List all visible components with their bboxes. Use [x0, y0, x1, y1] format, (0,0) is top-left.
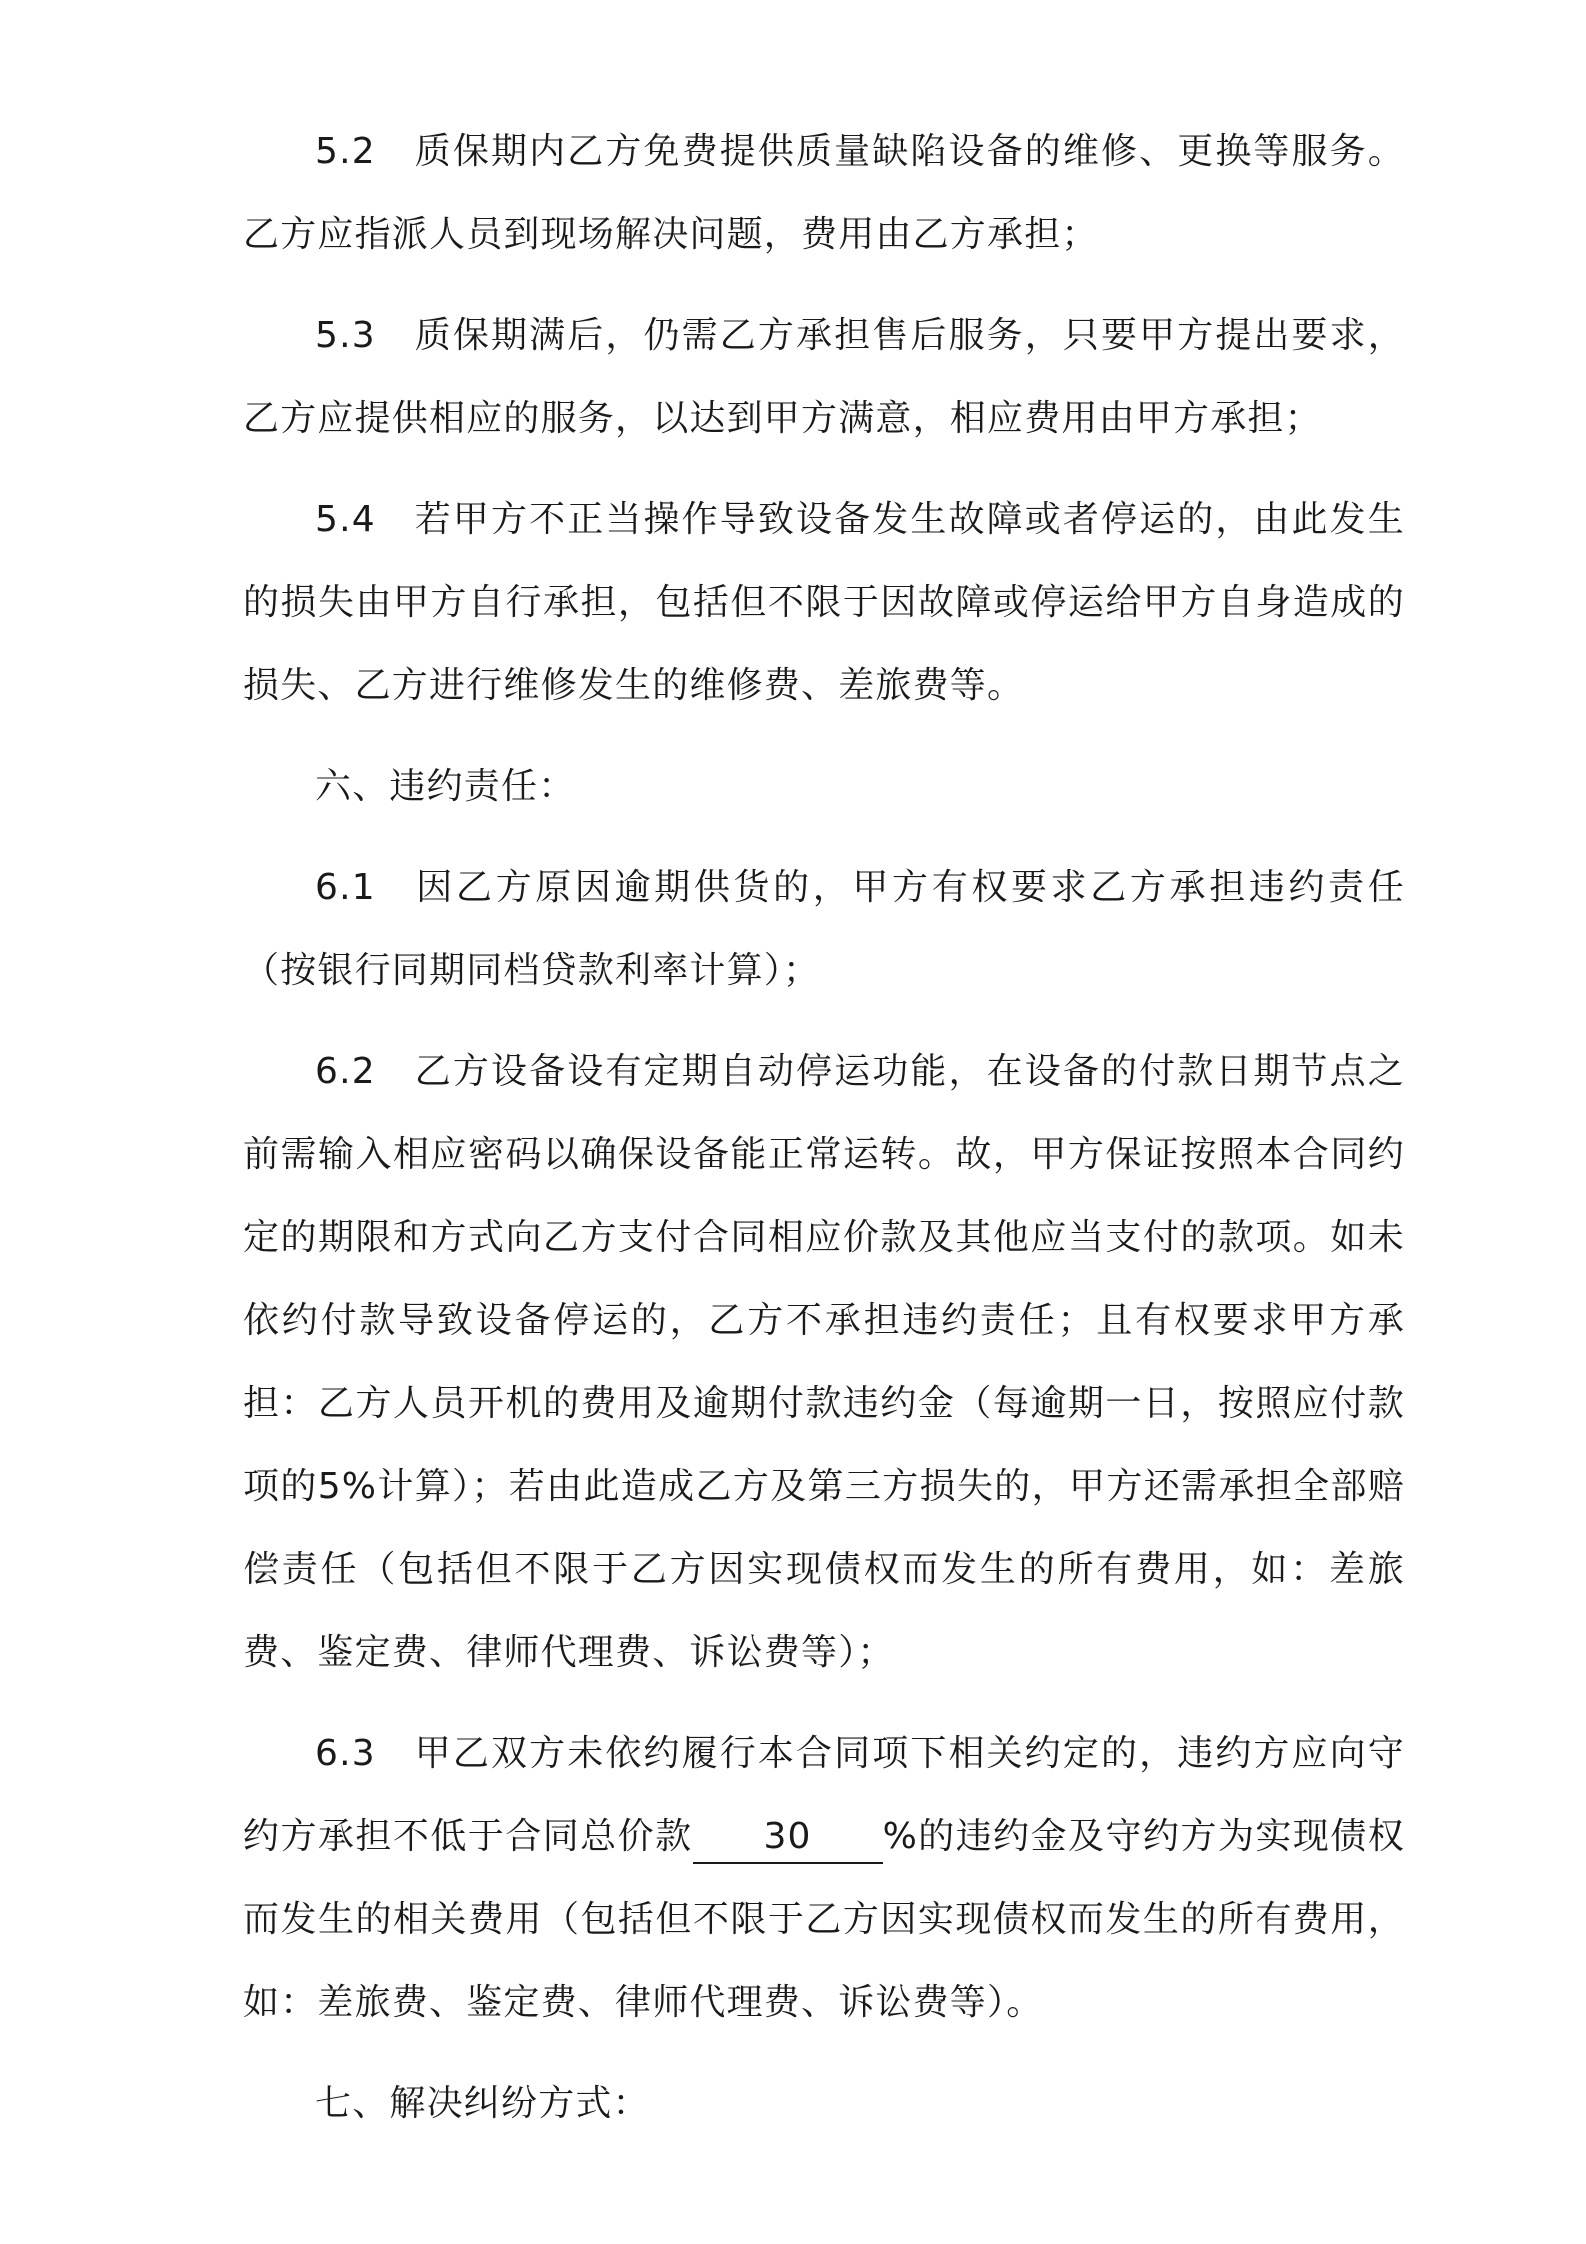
clause-text: 乙方设备设有定期自动停运功能，在设备的付款日期节点之前需输入相应密码以确保设备能正常运转。故，甲方保证按照本合同约定的期限和方式向乙方支付合同相应价款及其他应当支付的款项。如未依约付款导致设备停运的，乙方不承担违约责任；且有权要求甲方承担：乙方人员开机的费用及逾期付款违约金（每逾期一日，按照应付款项的5%计算）；若由此造成乙方及第三方损失的，甲方还需承担全部赔偿责任（包括但不限于乙方因实现债权而发生的所有费用，如：差旅费、鉴定费、律师代理费、诉讼费等）； — [243, 1051, 1405, 1673]
document-body — [243, 110, 1405, 2163]
clause-text-before: 甲乙双方未依约履行本合同项下相关约定的，违约方应向守约方承担不低于合同总价款 — [243, 1733, 1405, 1857]
section-heading-dispute-resolution: 七、解决纠纷方式： — [315, 2083, 650, 2124]
clause-5-4 — [243, 478, 1405, 727]
clause-text: 因乙方原因逾期供货的，甲方有权要求乙方承担违约责任（按银行同期同档贷款利率计算）； — [243, 867, 1405, 991]
clause-5-2 — [243, 110, 1405, 276]
clause-number: 6.1 — [315, 867, 376, 908]
clause-text: 若甲方不正当操作导致设备发生故障或者停运的，由此发生的损失由甲方自行承担，包括但不限于因故障或停运给甲方自身造成的损失、乙方进行维修发生的维修费、差旅费等。 — [243, 499, 1405, 706]
clause-number: 5.4 — [315, 499, 376, 540]
clause-text: 质保期内乙方免费提供质量缺陷设备的维修、更换等服务。乙方应指派人员到现场解决问题，费用由乙方承担； — [243, 131, 1405, 255]
clause-number: 6.2 — [315, 1051, 376, 1092]
penalty-percent-blank: 30 — [693, 1812, 883, 1864]
clause-text-after: %的违约金及守约方为实现债权而发生的相关费用（包括但不限于乙方因实现债权而发生的所有费用，如：差旅费、鉴定费、律师代理费、诉讼费等）。 — [243, 1816, 1405, 2023]
clause-6-1 — [243, 846, 1405, 1012]
clause-6-2 — [243, 1030, 1405, 1694]
clause-number: 6.3 — [315, 1733, 376, 1774]
clause-number: 5.3 — [315, 315, 376, 356]
clause-5-3 — [243, 294, 1405, 460]
clause-6-3 — [243, 1712, 1405, 2044]
clause-number: 5.2 — [315, 131, 376, 172]
clause-text: 质保期满后，仍需乙方承担售后服务，只要甲方提出要求，乙方应提供相应的服务，以达到甲方满意，相应费用由甲方承担； — [243, 315, 1405, 439]
section-heading-breach-liability: 六、违约责任： — [315, 766, 576, 807]
